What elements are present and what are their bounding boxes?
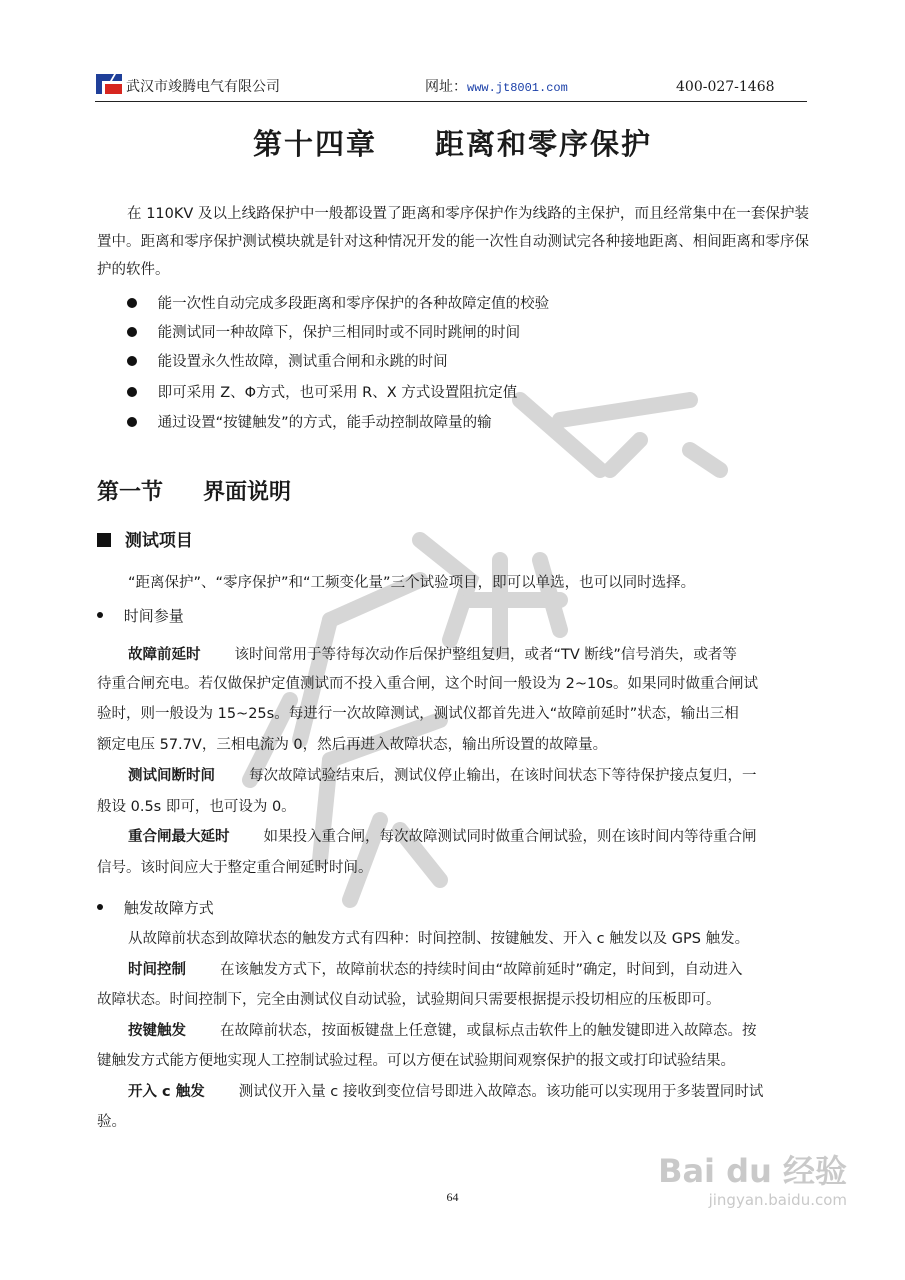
chapter-title — [0, 124, 905, 164]
param-term: 故障前延时 — [128, 647, 201, 663]
section-number: 第一节 — [97, 480, 164, 505]
param-text: 额定电压 57.7V，三相电流为 0，然后再进入故障状态，输出所设置的故障量。 — [97, 737, 608, 753]
trigger-text: 键触发方式能方便地实现人工控制试验过程。可以方便在试验期间观察保护的报文或打印试验结果。 — [97, 1053, 735, 1069]
bullet-text: 通过设置“按键触发”的方式，能手动控制故障量的输 — [157, 415, 492, 431]
param-text: 验时，则一般设为 15~25s。每进行一次故障测试，测试仪都首先进入“故障前延时”状态，输出三相 — [97, 706, 739, 722]
param-line — [128, 645, 737, 665]
chapter-number: 第十四章 — [252, 127, 377, 161]
param-term: 重合闸最大延时 — [128, 829, 230, 845]
bullet-list-item — [127, 323, 520, 343]
test-items-heading — [97, 529, 193, 553]
trigger-line — [128, 1082, 763, 1102]
trigger-text: 测试仪开入量 c 接收到变位信号即进入故障态。该功能可以实现用于多装置同时试 — [238, 1084, 764, 1100]
baidu-logo: Bai du 经验 — [658, 1152, 847, 1190]
param-line — [128, 766, 757, 786]
bullet-icon — [127, 417, 137, 427]
section-heading — [97, 478, 291, 508]
param-text: 如果投入重合闸，每次故障测试同时做重合闸试验，则在该时间内等待重合闸 — [263, 829, 757, 845]
trigger-heading-text: 触发故障方式 — [123, 899, 214, 917]
bullet-icon — [127, 356, 137, 366]
bullet-icon — [127, 327, 137, 337]
trigger-line — [128, 960, 743, 980]
header-divider — [95, 101, 807, 102]
param-text: 该时间常用于等待每次动作后保护整组复归，或者“TV 断线”信号消失，或者等 — [234, 647, 737, 663]
time-params-heading-text: 时间参量 — [123, 607, 184, 625]
trigger-term: 时间控制 — [128, 962, 186, 978]
trigger-term: 开入 c 触发 — [128, 1084, 205, 1100]
website — [425, 76, 568, 98]
trigger-text: 在该触发方式下，故障前状态的持续时间由“故障前延时”确定，时间到，自动进入 — [220, 962, 743, 978]
bullet-text: 能一次性自动完成多段距离和零序保护的各种故障定值的校验 — [157, 296, 550, 312]
phone-number: 400-027-1468 — [676, 79, 775, 95]
dot-bullet-icon — [97, 612, 103, 618]
bullet-text: 即可采用 Z、Φ方式，也可采用 R、X 方式设置阻抗定值 — [157, 385, 518, 401]
intro-paragraph: 在 110KV 及以上线路保护中一般都设置了距离和零序保护作为线路的主保护，而且经常集中在一套保护装置中。距离和零序保护测试模块就是针对这种情况开发的能一次性自动测试完各种接地距离、相间距离和零序保护的软件。 — [97, 206, 809, 278]
company-logo-icon — [96, 72, 122, 96]
time-params-heading — [97, 605, 184, 627]
baidu-watermark — [658, 1152, 847, 1210]
page-number: 64 — [446, 1190, 459, 1204]
bullet-list-item — [127, 383, 517, 403]
bullet-list-item — [127, 413, 492, 433]
trigger-heading — [97, 897, 214, 919]
trigger-intro: 从故障前状态到故障状态的触发方式有四种：时间控制、按键触发、开入 c 触发以及 GPS 触发。 — [128, 931, 750, 947]
trigger-text: 故障状态。时间控制下，完全由测试仪自动试验，试验期间只需要根据提示投切相应的压板即可。 — [97, 992, 721, 1008]
bullet-icon — [127, 298, 137, 308]
bullet-text: 能测试同一种故障下，保护三相同时或不同时跳闸的时间 — [157, 325, 521, 341]
param-text: 信号。该时间应大于整定重合闸延时时间。 — [97, 860, 373, 876]
trigger-text: 验。 — [97, 1114, 126, 1130]
trigger-text: 在故障前状态，按面板键盘上任意键，或鼠标点击软件上的触发键即进入故障态。按 — [220, 1023, 757, 1039]
param-text: 般设 0.5s 即可，也可设为 0。 — [97, 799, 296, 815]
dot-bullet-icon — [97, 904, 103, 910]
test-items-text: “距离保护”、“零序保护”和“工频变化量”三个试验项目，即可以单选，也可以同时选择。 — [128, 575, 696, 591]
param-line — [128, 827, 757, 847]
param-term: 测试间断时间 — [128, 768, 215, 784]
company-name: 武汉市竣腾电气有限公司 — [126, 79, 280, 95]
url-link[interactable]: www.jt8001.com — [467, 81, 568, 95]
bullet-list-item — [127, 294, 549, 314]
square-bullet-icon — [97, 533, 111, 547]
baidu-url: jingyan.baidu.com — [708, 1191, 847, 1209]
trigger-line — [128, 1021, 757, 1041]
bullet-list-item — [127, 352, 448, 372]
bullet-icon — [127, 387, 137, 397]
chapter-name: 距离和零序保护 — [435, 127, 653, 161]
trigger-term: 按键触发 — [128, 1023, 186, 1039]
section-title: 界面说明 — [203, 480, 292, 505]
test-items-heading-text: 测试项目 — [124, 531, 193, 551]
bullet-text: 能设置永久性故障，测试重合闸和永跳的时间 — [157, 354, 448, 370]
url-label: 网址： — [425, 79, 467, 95]
param-text: 待重合闸充电。若仅做保护定值测试而不投入重合闸，这个时间一般设为 2~10s。如果同时做重合闸试 — [97, 676, 758, 692]
param-text: 每次故障试验结束后，测试仪停止输出，在该时间状态下等待保护接点复归，一 — [249, 768, 757, 784]
